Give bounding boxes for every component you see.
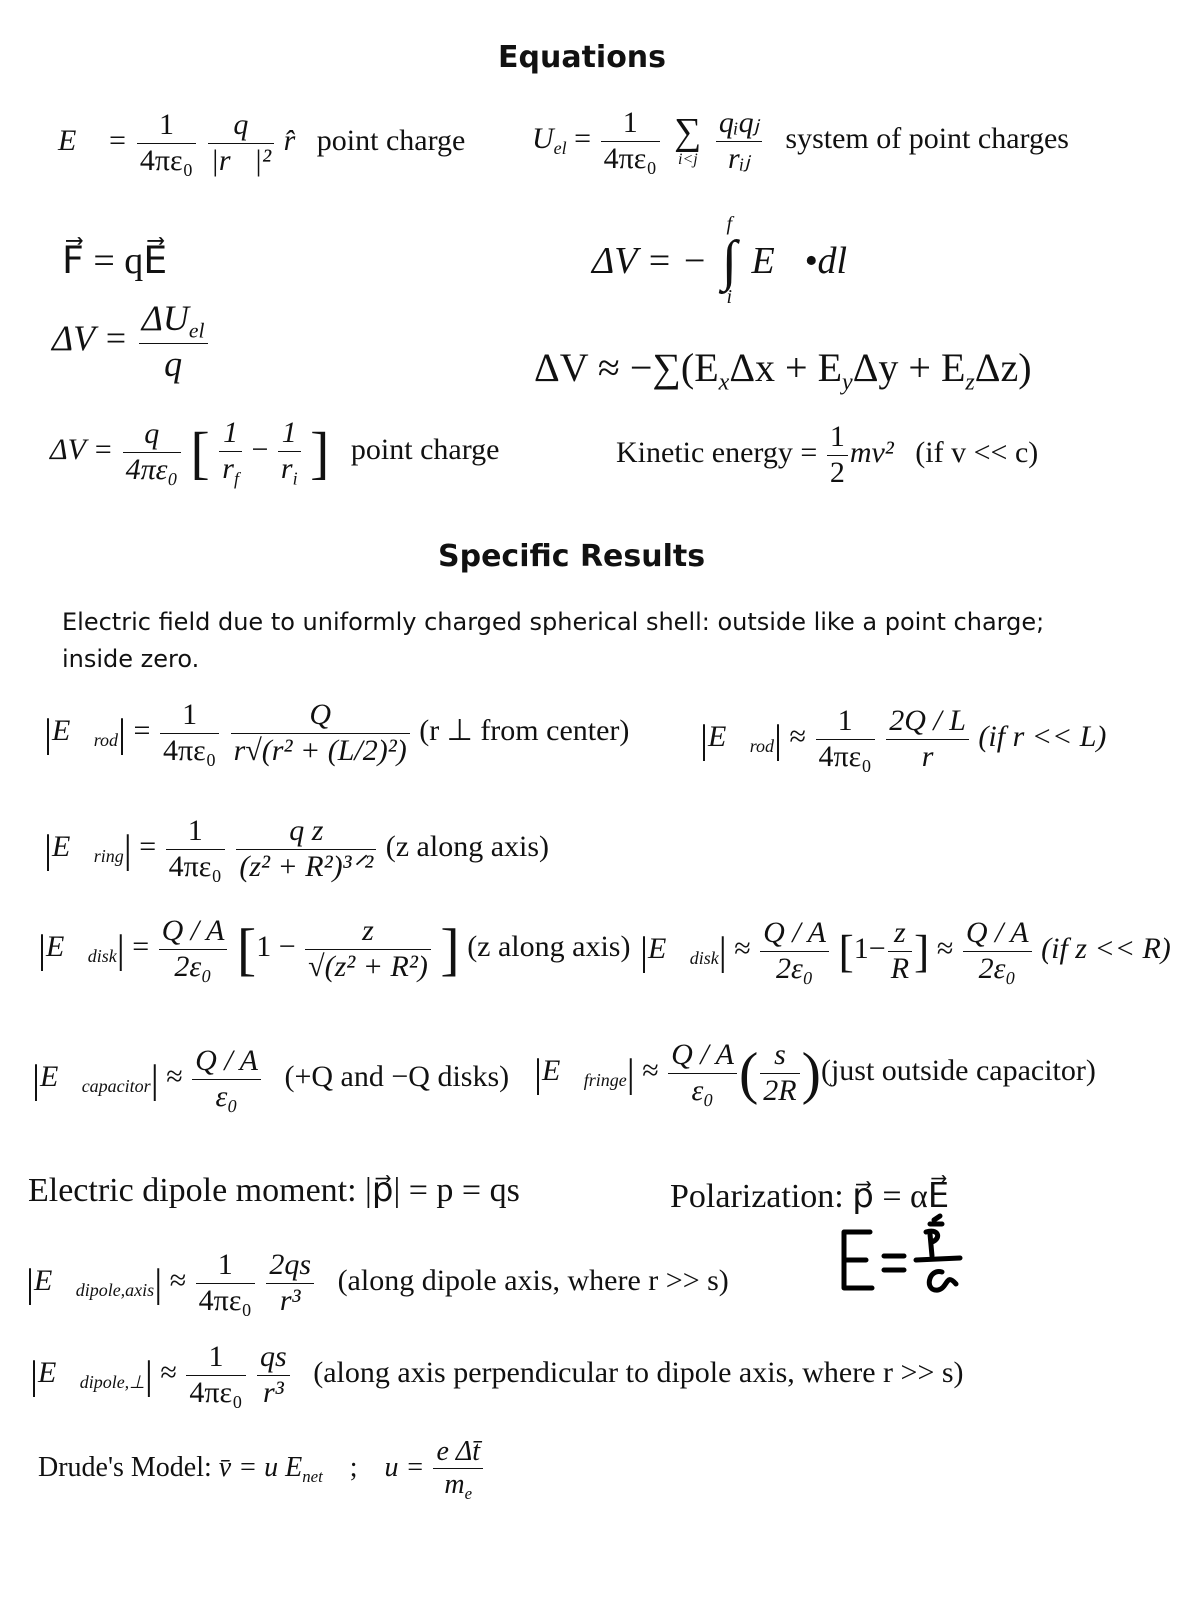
coef-fraction: $\frac{1}{\text{4πε₀}}$ [186, 1340, 245, 1410]
fraction: $\frac{1}{2}$ [827, 420, 848, 490]
mobility-fraction: $\frac{\text{e Δt̄}}{m_e}$ [433, 1436, 483, 1503]
eq-disk-field: $|E⃗_{disk}|$ = $\frac{Q / A}{\text{2ε₀}}$ [1 − $\frac{z}{\text{√(z² + R²)}}$ ] (z along axis) [38, 914, 631, 983]
eq-dipole-perp: $|E⃗_{dipole,\perp}|$ ≈ $\frac{1}{\text{4πε₀}}$ $\frac{qs}{\text{r³}}$ (along axis perpendicular to dipole axis, where r >> s) [30, 1340, 964, 1409]
fraction: $\frac{2qs}{\text{r³}}$ [266, 1248, 314, 1318]
inner-fraction: $\frac{s}{2R}$ [760, 1038, 799, 1108]
condition: (if v << c) [915, 435, 1039, 469]
label: (just outside capacitor) [820, 1053, 1096, 1087]
eq-disk-field-approx: $|E⃗_{disk}|$ ≈ $\frac{Q / A}{\text{2ε₀}}$ [1− $\frac{z}{R}$ ] ≈ $\frac{Q / A}{\text{2ε₀}}$ (if z << R) [640, 916, 1171, 985]
label: (z along axis) [385, 829, 550, 863]
fraction-2: $\frac{Q / A}{\text{2ε₀}}$ [963, 916, 1032, 986]
drift-velocity: v̄ = u E [218, 1452, 303, 1484]
eq-polarization: Polarization: p⃗ = αE⃗ [670, 1178, 950, 1215]
eq-dipole-moment: Electric dipole moment: |p⃗| = p = qs [28, 1172, 520, 1209]
label: (if r << L) [978, 719, 1107, 753]
coef-fraction: $\frac{1}{\text{4πε₀}}$ [137, 108, 196, 178]
mv2: mv² [849, 435, 894, 469]
integral-symbol: f ∫ i [721, 213, 737, 309]
label: point charge [316, 123, 466, 157]
inner-fraction: $\frac{z}{R}$ [888, 916, 912, 986]
inner-fraction: $\frac{z}{\text{√(z² + R²)}}$ [305, 914, 431, 984]
fraction: $\frac{Q / A}{\text{2ε₀}}$ [159, 914, 228, 984]
eq-rod-field-approx: $|E⃗_{rod}|$ ≈ $\frac{1}{\text{4πε₀}}$ $\frac{2Q / L}{r}$ (if r << L) [700, 704, 1107, 773]
label: Drude's Model: [38, 1452, 212, 1484]
eq-kinetic-energy [616, 420, 1038, 490]
coef-fraction: $\frac{1}{\text{4πε₀}}$ [816, 704, 875, 774]
label: (if z << R) [1041, 931, 1171, 965]
eq-dipole-axis: $|E⃗_{dipole,axis}|$ ≈ $\frac{1}{\text{4πε₀}}$ $\frac{2qs}{\text{r³}}$ (along dipole axis, where r >> s) [26, 1248, 729, 1317]
fraction: $\frac{qs}{\text{r³}}$ [257, 1340, 290, 1410]
coef-fraction: $\frac{1}{\text{4πε₀}}$ [166, 814, 225, 884]
eq-dv-integral [592, 213, 877, 309]
coef-fraction: $\frac{1}{\text{4πε₀}}$ [601, 106, 660, 176]
eq-ring-field: $|E⃗_{ring}|$ = $\frac{1}{\text{4πε₀}}$ $\frac{\text{q z}}{\text{(z² + R²)³ᐟ²}}$ (z along axis) [44, 814, 550, 883]
fraction: $\frac{q}{\text{|r⃗|²}}$ [208, 108, 275, 178]
fraction: $\frac{q}{\text{4πε₀}}$ [123, 417, 181, 487]
label: (r ⊥ from center) [419, 713, 630, 747]
eq-drude-model: Drude's Model: v̄ = u $E_{net}$ ; u = $\frac{\text{e Δt̄}}{m_e}$ [38, 1436, 485, 1503]
eq-fringe-field: $|E⃗_{fringe}|$ ≈ $\frac{Q / A}{\text{ε₀}}$ ( $\frac{s}{2R}$ )(just outside capacitor) [534, 1038, 1096, 1107]
eq-force: F⃗ = qE⃗ [62, 240, 168, 282]
label: (+Q and −Q disks) [284, 1059, 510, 1093]
label: (along dipole axis, where r >> s) [337, 1263, 729, 1297]
fraction: $\frac{\Delta U_{el}}{q}$ [139, 298, 208, 386]
specific-results-heading: Specific Results [438, 539, 706, 574]
fraction: $\frac{Q}{\text{r√(r² + (L/2)²)}}$ [231, 698, 410, 768]
lhs: U [532, 121, 554, 155]
label: (along axis perpendicular to dipole axis, where r >> s) [313, 1355, 964, 1389]
fraction: $\frac{\text{qᵢqⱼ}}{\text{rᵢⱼ}}$ [716, 106, 762, 176]
equations-heading: Equations [498, 40, 667, 75]
eq-field-point-charge [58, 108, 465, 178]
fraction: $\frac{Q / A}{\text{ε₀}}$ [192, 1044, 261, 1114]
eq-dv-energy [52, 298, 210, 386]
equals: = [574, 121, 592, 155]
fraction: $\frac{Q / A}{\text{ε₀}}$ [668, 1038, 737, 1108]
unit-vector: r̂ [283, 123, 296, 157]
lhs: ΔV = [52, 318, 128, 359]
integrand: E⃗•dl⃗ [751, 240, 877, 283]
lhs: E⃗ = [58, 123, 128, 157]
fraction-final: $\frac{1}{r_f}$ [219, 416, 242, 488]
lhs-subscript: el [553, 138, 567, 159]
label: point charge [350, 433, 500, 467]
label: Kinetic energy = [616, 435, 818, 469]
eq-dv-point-charge: ΔV = $\frac{q}{\text{4πε₀}}$ [ $\frac{1}{r_f}$ − $\frac{1}{r_i}$ ] point charge [50, 416, 500, 488]
label: (z along axis) [467, 929, 631, 963]
lhs: ΔV = [50, 433, 114, 467]
eq-potential-energy [532, 106, 1069, 176]
handwritten-note [838, 1212, 968, 1302]
eq-rod-field: $|E⃗_{rod}|$ = $\frac{1}{\text{4πε₀}}$ $\frac{Q}{\text{r√(r² + (L/2)²)}}$ (r ⊥ from center) [44, 698, 630, 767]
fraction: $\frac{2Q / L}{r}$ [886, 704, 969, 774]
coef-fraction: $\frac{1}{\text{4πε₀}}$ [160, 698, 219, 768]
eq-capacitor-field: $|E⃗_{capacitor}|$ ≈ $\frac{Q / A}{\text{ε₀}}$ (+Q and −Q disks) [32, 1044, 510, 1113]
sum-symbol: ∑ i<j [674, 110, 702, 168]
fraction: $\frac{Q / A}{\text{2ε₀}}$ [760, 916, 829, 986]
shell-note: Electric field due to uniformly charged spherical shell: outside like a point charge; inside zero. [62, 608, 1045, 673]
eq-dv-sum: $\Delta V \approx -\sum(E_x\Delta x + E_y\Delta y + E_z\Delta z)$ [534, 345, 1032, 396]
coef-fraction: $\frac{1}{\text{4πε₀}}$ [196, 1248, 255, 1318]
lhs: ΔV = − [592, 240, 708, 283]
fraction-initial: $\frac{1}{r_i}$ [278, 416, 301, 488]
label: system of point charges [785, 121, 1069, 155]
fraction: $\frac{\text{q z}}{\text{(z² + R²)³ᐟ²}}$ [236, 814, 376, 884]
